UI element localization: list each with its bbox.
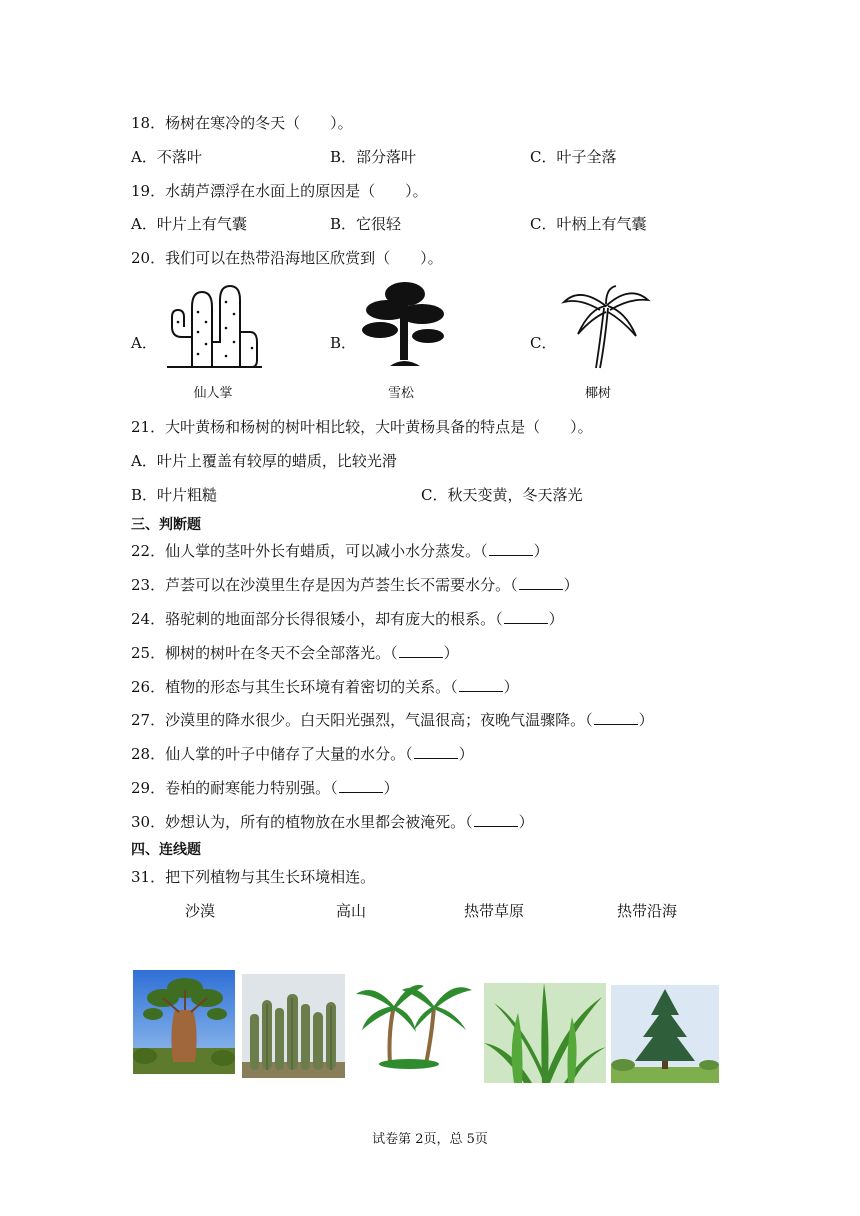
judgment-30: 30．妙想认为，所有的植物放在水里都会被淹死。（ ）: [131, 813, 534, 831]
judgment-25: 25．柳树的树叶在冬天不会全部落光。（ ）: [131, 644, 459, 662]
judgment-29: 29．卷柏的耐寒能力特别强。（ ）: [131, 779, 399, 797]
answer-blank[interactable]: [504, 609, 548, 624]
env-alpine[interactable]: 高山: [336, 902, 367, 920]
option-19a: A．叶片上有气囊: [131, 215, 247, 233]
env-tropical-grassland[interactable]: 热带草原: [464, 902, 525, 920]
palm-trees-photo[interactable]: [354, 972, 474, 1070]
question-19-stem: 19．水葫芦漂浮在水面上的原因是（ ）。: [131, 182, 428, 200]
answer-blank[interactable]: [414, 744, 458, 759]
caption-pine: 雪松: [387, 386, 414, 401]
caption-coconut: 椰树: [584, 386, 611, 401]
option-18c: C．叶子全落: [530, 148, 617, 166]
judgment-24: 24．骆驼刺的地面部分长得很矮小，却有庞大的根系。（ ）: [131, 610, 564, 628]
option-21c: C．秋天变黄，冬天落光: [421, 486, 583, 504]
pine-drawing: [360, 278, 450, 370]
option-20c: C．: [530, 334, 557, 352]
baobab-photo[interactable]: [133, 970, 235, 1074]
page-footer: 试卷第 2页，总 5页: [372, 1132, 488, 1147]
env-desert[interactable]: 沙漠: [185, 902, 216, 920]
env-tropical-coast[interactable]: 热带沿海: [617, 902, 678, 920]
option-19b: B．它很轻: [330, 215, 402, 233]
section-4-title: 四、连线题: [131, 842, 201, 858]
answer-blank[interactable]: [474, 812, 518, 827]
judgment-23: 23．芦荟可以在沙漠里生存是因为芦荟生长不需要水分。（ ）: [131, 576, 579, 594]
question-20-stem: 20．我们可以在热带沿海地区欣赏到（ ）。: [131, 249, 443, 267]
conifer-photo[interactable]: [611, 985, 719, 1083]
judgment-28: 28．仙人掌的叶子中储存了大量的水分。（ ）: [131, 745, 474, 763]
option-20b: B．: [330, 334, 357, 352]
question-18-stem: 18．杨树在寒冷的冬天（ ）。: [131, 114, 353, 132]
option-19c: C．叶柄上有气囊: [530, 215, 647, 233]
answer-blank[interactable]: [594, 710, 638, 725]
cactus-drawing: [162, 282, 264, 370]
caption-cactus: 仙人掌: [193, 386, 233, 401]
question-21-stem: 21．大叶黄杨和杨树的树叶相比较，大叶黄杨具备的特点是（ ）。: [131, 418, 593, 436]
option-18b: B．部分落叶: [330, 148, 417, 166]
answer-blank[interactable]: [399, 643, 443, 658]
option-20a: A．: [131, 334, 157, 352]
coconut-tree-drawing: [560, 282, 652, 370]
banana-plants-photo[interactable]: [484, 983, 606, 1083]
answer-blank[interactable]: [489, 541, 533, 556]
section-3-title: 三、判断题: [131, 517, 201, 533]
question-31-stem: 31．把下列植物与其生长环境相连。: [131, 868, 376, 886]
answer-blank[interactable]: [459, 677, 503, 692]
judgment-26: 26．植物的形态与其生长环境有着密切的关系。（ ）: [131, 678, 519, 696]
judgment-22: 22．仙人掌的茎叶外长有蜡质，可以减小水分蒸发。（ ）: [131, 542, 549, 560]
cactus-photo[interactable]: [242, 974, 345, 1078]
option-21b: B．叶片粗糙: [131, 486, 218, 504]
option-21a: A．叶片上覆盖有较厚的蜡质，比较光滑: [131, 452, 397, 470]
answer-blank[interactable]: [519, 575, 563, 590]
judgment-27: 27．沙漠里的降水很少。白天阳光强烈，气温很高；夜晚气温骤降。（ ）: [131, 711, 654, 729]
option-18a: A．不落叶: [131, 148, 202, 166]
answer-blank[interactable]: [339, 778, 383, 793]
